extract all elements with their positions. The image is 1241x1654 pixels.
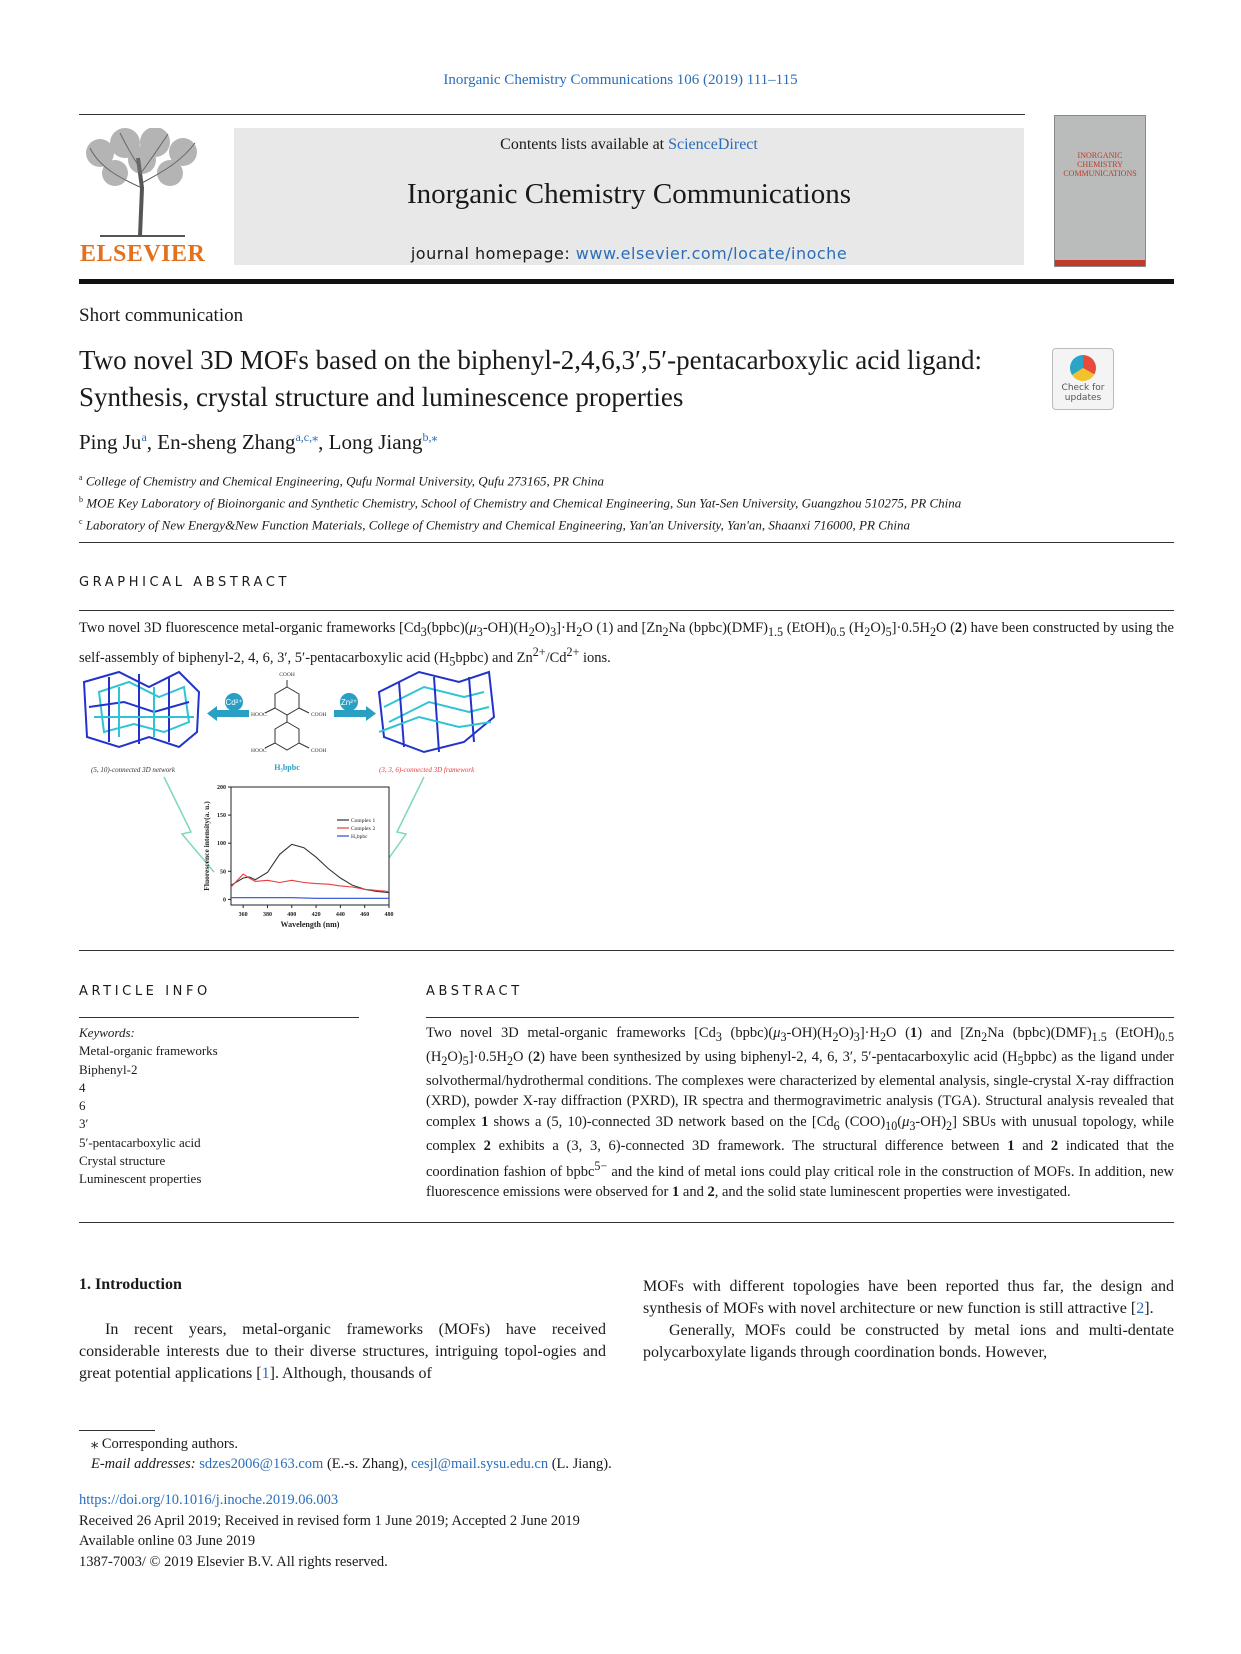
ligand-hooc-bottom: HOOC — [251, 748, 267, 754]
section-heading: 1. Introduction — [79, 1276, 182, 1293]
legend-label: Complex 2 — [351, 826, 376, 832]
affiliation: $^c$ Laboratory of New Energy&New Function Materials, College of Chemistry and Chemical Engineering, Yan'an University, Yan'an, Shaanxi 716000, PR China — [79, 516, 910, 532]
email-label: E-mail addresses: — [91, 1456, 196, 1472]
cd-label: Cd²⁺ — [225, 698, 243, 707]
footnote-rule — [79, 1430, 155, 1431]
copyright: 1387-7003/ © 2019 Elsevier B.V. All rights reserved. — [79, 1553, 388, 1570]
journal-reference[interactable]: Inorganic Chemistry Communications 106 (2019) 111–115 — [443, 72, 798, 88]
arrow-left — [217, 710, 249, 717]
cover-stripe — [1055, 260, 1145, 266]
author-affiliation-mark[interactable]: b,⁎ — [422, 430, 438, 444]
ligand-hooc-left: HOOC — [251, 712, 267, 718]
citation-link[interactable]: 2 — [1136, 1300, 1145, 1317]
graphical-abstract-figure[interactable] — [79, 662, 509, 938]
x-tick-label: 360 — [238, 912, 248, 918]
keyword: 6 — [79, 1098, 86, 1114]
sciencedirect-link[interactable]: ScienceDirect — [668, 136, 758, 153]
section-type: Short communication — [79, 305, 244, 326]
masthead-rule — [79, 279, 1174, 284]
y-axis-label: Fluorescence intensity(a. u.) — [202, 801, 211, 891]
graphical-abstract-text: Two novel 3D fluorescence metal-organic frameworks $[Cd_3(bpbc)(\mu_3-OH)(H_2O)_3]\cdot H_2O$ (1) and [$Zn_2Na$ $(bpbc)(DMF)_{1.5}$ $(EtOH)_{0.5}$ $(H_2O)_5]\cdot 0.5H_2O$ (2) have been constructed by using the self-assembly of biphenyl-2, 4, 6, 3′, 5′-pentacarboxylic acid $(H_5bpbc)$ and $Zn^{2+}/Cd^{2+}$ ions. — [79, 620, 1174, 669]
keyword: Biphenyl-2 — [79, 1061, 138, 1077]
network-left — [84, 672, 199, 747]
journal-title: Inorganic Chemistry Communications — [406, 178, 852, 210]
footnotes — [91, 1434, 612, 1474]
ligand-cooh-top: COOH — [279, 672, 295, 678]
divider — [79, 950, 1174, 951]
publisher-name: ELSEVIER — [80, 241, 206, 267]
left-network-label: (5, 10)-connected 3D network — [91, 766, 175, 774]
ligand-label: H₅bpbc — [274, 763, 300, 772]
received-dates: Received 26 April 2019; Received in revised form 1 June 2019; Accepted 2 June 2019 — [79, 1512, 580, 1529]
affiliation: $^b$ MOE Key Laboratory of Bioinorganic and Synthetic Chemistry, School of Chemistry and Chemical Engineering, Sun Yat-Sen University, Guangzhou 510275, PR China — [79, 494, 962, 511]
x-tick-label: 380 — [262, 912, 272, 918]
arrow-left-head — [207, 706, 217, 721]
homepage-prefix: journal homepage: — [410, 244, 576, 263]
divider — [79, 542, 1174, 543]
header-rule — [79, 114, 1025, 115]
citation-link[interactable]: 1 — [261, 1365, 270, 1382]
keyword: 5′-pentacarboxylic acid — [79, 1134, 201, 1150]
email-note — [91, 1454, 612, 1474]
x-axis-label: Wavelength (nm) — [280, 920, 340, 929]
y-tick-label: 150 — [217, 813, 226, 820]
author-list: Ping Ju$^a$, En-sheng Zhang$^{a,c,⁎}$, Long Jiang$^{b,⁎}$ — [79, 430, 438, 454]
author-affiliation-mark[interactable]: a — [141, 430, 147, 444]
contents-line — [234, 136, 1024, 154]
y-tick-label: 0 — [223, 897, 226, 904]
arrow-right-head — [366, 706, 376, 721]
publication-info — [79, 1490, 580, 1572]
y-tick-label: 50 — [220, 869, 226, 876]
keywords-label: Keywords: — [79, 1025, 135, 1040]
crossmark-icon — [1070, 355, 1096, 381]
abstract-text: Two novel 3D metal-organic frameworks [$Cd_3$ $(bpbc)(\mu_3-OH)(H_2O)_3]\cdot H_2O$ (1) and [$Zn_2Na$ $(bpbc)(DMF)_{1.5}$ $(EtOH)_{0.5}$ $(H_2O)_5]\cdot 0.5H_2O$ (2) have been synthesized by using biphenyl-2, 4, 6, 3′, 5′-pentacarboxylic acid $(H_5bpbc)$ as the ligand under solvothermal/hydrothermal conditions. The complexes were characterized by elemental analysis, single-crystal X-ray diffraction (XRD), powder X-ray diffraction (PXRD), IR spectra and thermogravimetric analysis (TGA). Structural analysis revealed that complex 1 shows a (5, 10)-connected 3D network based on the [$Cd_6$ $(COO)_{10}(\mu_3-OH)_2$] SBUs with unusual topology, while complex 2 exhibits a (3, 3, 6)-connected 3D framework. The structural difference between 1 and 2 indicated that the coordination fashion of bpbc$^{5-}$ and the kind of metal ions could play critical role in the construction of MOFs. In addition, new fluorescence emissions were observed for 1 and 2, and the solid state luminescent properties were investigated. — [426, 1025, 1174, 1200]
series-line — [231, 898, 389, 899]
crossmark-label: Check for updates — [1061, 383, 1105, 403]
email-owner: (L. Jiang). — [548, 1456, 612, 1472]
keywords — [79, 1024, 218, 1189]
x-tick-label: 440 — [335, 912, 345, 918]
x-tick-label: 420 — [311, 912, 321, 918]
tree-icon — [80, 128, 205, 238]
y-tick-label: 200 — [217, 785, 226, 791]
check-for-updates-button[interactable] — [1052, 348, 1114, 410]
affiliation: $^a$ College of Chemistry and Chemical Engineering, Qufu Normal University, Qufu 273165, PR China — [79, 473, 604, 489]
email-link[interactable]: sdzes2006@163.com — [199, 1456, 324, 1472]
zn-label: Zn²⁺ — [340, 698, 358, 707]
keyword: Luminescent properties — [79, 1171, 202, 1187]
article-info-heading: ARTICLE INFO — [79, 984, 211, 999]
author-name[interactable]: Ping Ju — [79, 430, 142, 454]
ligand-structure — [265, 680, 309, 750]
cover-title: INORGANIC CHEMISTRY COMMUNICATIONS — [1063, 151, 1137, 178]
paragraph: In recent years, metal-organic frameworks (MOFs) have received considerable interests due to their diverse structures, intriguing topol-ogies and great potential applications [1]. Although, thousands of — [79, 1321, 606, 1382]
keyword: Metal-organic frameworks — [79, 1043, 218, 1059]
online-date: Available online 03 June 2019 — [79, 1533, 256, 1549]
x-tick-label: 400 — [287, 912, 297, 918]
journal-masthead — [234, 128, 1024, 265]
body-column-left — [79, 1319, 606, 1385]
keyword: 4 — [79, 1079, 86, 1095]
keyword: Crystal structure — [79, 1153, 166, 1169]
body-column-right — [643, 1276, 1174, 1364]
homepage-link[interactable]: www.elsevier.com/locate/inoche — [575, 244, 848, 263]
affiliations — [79, 469, 961, 534]
graphical-abstract-svg — [79, 662, 509, 938]
arrow-right — [334, 710, 366, 717]
ligand-cooh-right: COOH — [311, 712, 327, 718]
ligand-cooh-bottom: COOH — [311, 748, 327, 754]
fluorescence-chart — [202, 785, 394, 929]
legend-label: H₅bpbc — [351, 834, 368, 840]
author-name[interactable]: En-sheng Zhang — [157, 430, 296, 454]
abstract-heading: ABSTRACT — [426, 984, 523, 999]
divider — [79, 1222, 1174, 1223]
homepage-line — [234, 244, 1024, 263]
journal-cover-thumbnail[interactable] — [1054, 115, 1146, 267]
email-owner: (E.-s. Zhang), — [323, 1456, 412, 1472]
publisher-logo[interactable] — [80, 128, 205, 268]
x-tick-label: 460 — [360, 912, 370, 918]
divider — [79, 610, 1174, 611]
corresponding-note: ⁎ Corresponding authors. — [91, 1436, 238, 1452]
y-tick-label: 100 — [217, 841, 226, 848]
divider — [79, 1017, 359, 1018]
graphical-abstract-heading: GRAPHICAL ABSTRACT — [79, 575, 291, 590]
author-name[interactable]: Long Jiang — [328, 430, 423, 454]
right-network-label: (3, 3, 6)-connected 3D framework — [379, 766, 475, 774]
network-right — [379, 672, 494, 752]
legend-label: Complex 1 — [351, 818, 376, 824]
paragraph: Generally, MOFs could be constructed by metal ions and multi-dentate polycarboxylate ligands through coordination bonds. However, — [643, 1322, 1174, 1361]
plot-area — [231, 787, 389, 905]
keyword: 3′ — [79, 1116, 89, 1132]
x-tick-label: 480 — [384, 912, 394, 918]
author-affiliation-mark[interactable]: a,c,⁎ — [295, 430, 319, 444]
email-link[interactable]: cesjl@mail.sysu.edu.cn — [411, 1456, 549, 1472]
paragraph: MOFs with different topologies have been reported thus far, the design and synthesis of MOFs with novel architecture or new function is still attractive [2]. — [643, 1278, 1174, 1317]
divider — [426, 1017, 1174, 1018]
contents-prefix: Contents lists available at — [500, 136, 669, 153]
article-title: Two novel 3D MOFs based on the biphenyl-2,4,6,3′,5′-pentacarboxylic acid ligand: Synthesis, crystal structure and luminescence properties — [79, 345, 982, 412]
doi-link[interactable]: https://doi.org/10.1016/j.inoche.2019.06.003 — [79, 1492, 339, 1508]
